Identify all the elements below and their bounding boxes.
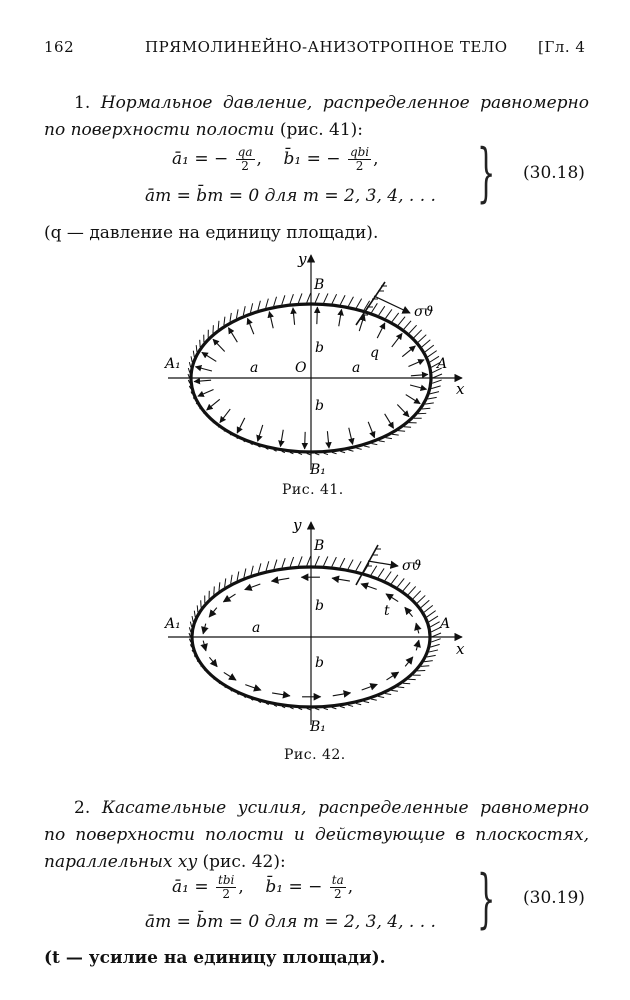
fig41-caption: Рис. 41.: [282, 482, 344, 498]
fig42-label-x: x: [456, 640, 465, 658]
eq2-a1-frac: $\frac{\text{tbi}}{2}$: [218, 873, 235, 901]
case1-ref: (рис. 41):: [274, 120, 364, 140]
fig41-label-O: O: [295, 360, 307, 376]
fig42-label-B: B: [314, 538, 325, 554]
case2-ref: (рис. 42):: [197, 852, 286, 872]
fig41-label-A1: A₁: [165, 356, 181, 372]
eq2-a1-lhs: ā₁ =: [172, 877, 209, 897]
running-title: ПРЯМОЛИНЕЙНО-АНИЗОТРОПНОЕ ТЕЛО: [145, 38, 508, 56]
fig41-label-a-right: a: [352, 360, 361, 376]
fig42-label-sigma: σϑ: [402, 558, 422, 574]
fig41-label-x: x: [456, 380, 465, 398]
eq-b1-frac: $\frac{\text{qbi}}{2}$: [349, 145, 370, 173]
case2-number: 2.: [74, 798, 91, 818]
chapter-ref: [Гл. 4: [538, 38, 586, 56]
case1-number: 1.: [74, 93, 91, 113]
fig42-label-a: a: [252, 620, 261, 636]
fig41-label-B: B: [314, 277, 325, 293]
figure-41: [150, 245, 480, 485]
eq-a1-lhs: ā₁ = −: [172, 149, 229, 169]
eq-30-18-line1: ā₁ = − $\frac{qa}{2}$ , b̄₁ = − $\frac{\text{qbi}}{2}$ ,: [172, 145, 379, 173]
fig42-label-b-bottom: b: [315, 655, 324, 671]
fig42-caption: Рис. 42.: [284, 747, 346, 763]
page-number: 162: [44, 38, 75, 56]
case1-title: Нормальное давление, распределенное равномерно по поверхности полости: [44, 93, 589, 140]
eq-30-19-line2: ām = b̄m = 0 для m = 2, 3, 4, . . .: [145, 912, 436, 932]
eq-30-19-brace: }: [477, 862, 496, 936]
fig41-label-b-top: b: [315, 340, 324, 356]
case2-title: Касательные усилия, распределенные равномерно по поверхности полости и действующие в плоскостях, параллельных xy: [44, 798, 589, 872]
fig41-sigma-arrow: [374, 296, 410, 313]
fig41-label-q: q: [370, 345, 379, 361]
eq-30-18-number: (30.18): [523, 163, 585, 183]
case2-heading: [44, 795, 589, 876]
fig42-label-A: A: [440, 616, 451, 632]
fig41-label-sigma: σϑ: [414, 304, 434, 320]
eq2-b1-frac: $\frac{ta}{2}$: [331, 873, 344, 901]
eq-30-18-brace: }: [477, 136, 496, 210]
fig42-label-B1: B₁: [310, 719, 326, 735]
fig41-label-a-left: a: [250, 360, 259, 376]
case1-heading: [44, 90, 589, 144]
case2-note: (t — усилие на единицу площади).: [44, 948, 386, 968]
eq2-b1-lhs: b̄₁ = −: [265, 877, 323, 897]
fig41-label-y: y: [298, 250, 307, 268]
eq-a1-frac: $\frac{qa}{2}$: [237, 145, 253, 173]
figure-42: [150, 510, 480, 750]
fig42-label-t: t: [384, 603, 390, 619]
fig41-label-b-bottom: b: [315, 398, 324, 414]
eq-30-19-number: (30.19): [523, 888, 585, 908]
eq-b1-lhs: b̄₁ = −: [283, 149, 341, 169]
fig42-label-A1: A₁: [165, 616, 181, 632]
eq-30-19-line1: ā₁ = $\frac{\text{tbi}}{2}$ , b̄₁ = − $\frac{ta}{2}$ ,: [172, 873, 354, 901]
fig41-label-B1: B₁: [310, 462, 326, 478]
fig41-label-A: A: [437, 356, 448, 372]
fig42-label-y: y: [293, 516, 302, 534]
eq-30-18-line2: ām = b̄m = 0 для m = 2, 3, 4, . . .: [145, 186, 436, 206]
fig42-sigma-arrow: [368, 561, 398, 566]
case1-note: (q — давление на единицу площади).: [44, 223, 379, 243]
fig42-label-b-top: b: [315, 598, 324, 614]
